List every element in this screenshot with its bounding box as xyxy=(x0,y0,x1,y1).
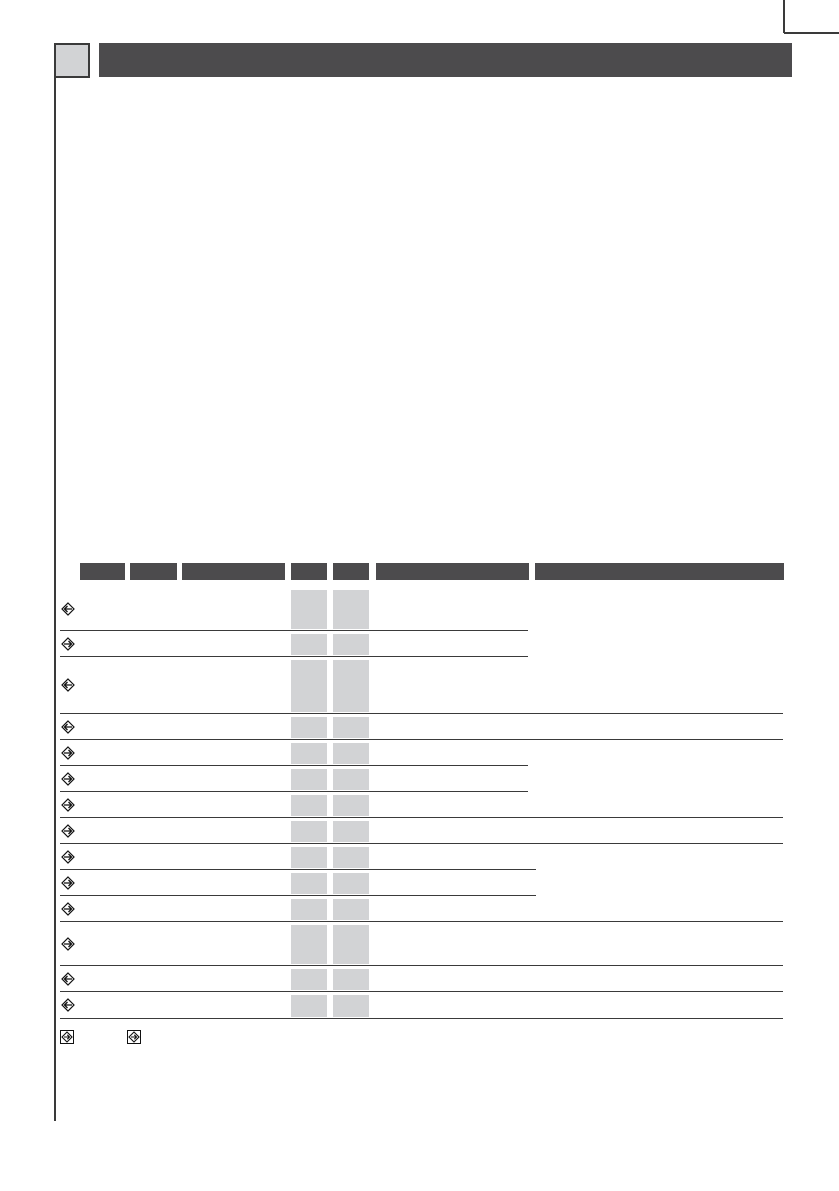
table-cell-shaded xyxy=(291,969,327,990)
table-row-rule xyxy=(60,656,528,657)
table-row-rule xyxy=(60,869,536,870)
arrow-right-diamond-boxed-icon xyxy=(127,1030,141,1044)
crop-mark-horizontal xyxy=(784,32,839,34)
table-row-rule xyxy=(60,991,783,992)
table-cell-shaded xyxy=(291,769,327,790)
table-row-rule xyxy=(60,1018,783,1019)
table-header-cell xyxy=(182,563,285,580)
arrow-right-diamond-icon xyxy=(61,798,75,812)
chapter-marker-box xyxy=(54,43,90,78)
table-header-cell xyxy=(130,563,177,580)
section-title-bar xyxy=(99,43,792,77)
table-cell-shaded xyxy=(291,899,327,920)
table-row-rule xyxy=(60,791,528,792)
arrow-left-diamond-icon xyxy=(61,602,75,616)
table-cell-shaded xyxy=(333,634,369,655)
table-cell-shaded xyxy=(333,925,369,964)
table-cell-shaded xyxy=(333,969,369,990)
table-row-rule xyxy=(60,765,528,766)
table-row-rule xyxy=(60,739,783,740)
table-header-cell xyxy=(376,563,529,580)
table-row-rule xyxy=(60,965,783,966)
table-cell-shaded xyxy=(333,899,369,920)
arrow-right-diamond-icon xyxy=(61,876,75,890)
arrow-left-diamond-icon xyxy=(61,678,75,692)
table-cell-shaded xyxy=(291,634,327,655)
table-cell-shaded xyxy=(333,743,369,764)
table-header-cell xyxy=(80,563,125,580)
table-cell-shaded xyxy=(333,660,369,712)
table-cell-shaded xyxy=(333,821,369,842)
table-row-rule xyxy=(60,817,783,818)
table-cell-shaded xyxy=(333,590,369,629)
arrow-right-diamond-icon xyxy=(61,824,75,838)
table-cell-shaded xyxy=(291,995,327,1017)
table-cell-shaded xyxy=(333,769,369,790)
table-cell-shaded xyxy=(291,795,327,816)
arrow-right-diamond-icon xyxy=(61,902,75,916)
table-cell-shaded xyxy=(333,795,369,816)
table-cell-shaded xyxy=(291,743,327,764)
table-cell-shaded xyxy=(291,821,327,842)
table-header-cell xyxy=(291,563,327,580)
table-row-rule xyxy=(60,843,783,844)
table-header-cell xyxy=(333,563,369,580)
arrow-left-diamond-icon xyxy=(61,972,75,986)
arrow-left-diamond-icon xyxy=(61,998,75,1012)
table-row-rule xyxy=(60,895,536,896)
table-row-rule xyxy=(60,713,783,714)
table-row-rule xyxy=(60,921,783,922)
table-header-cell xyxy=(535,563,784,580)
table-cell-shaded xyxy=(291,660,327,712)
table-cell-shaded xyxy=(333,873,369,894)
arrow-left-diamond-icon xyxy=(61,720,75,734)
table-cell-shaded xyxy=(333,995,369,1017)
table-cell-shaded xyxy=(291,847,327,868)
table-row-rule xyxy=(60,630,528,631)
table-cell-shaded xyxy=(291,717,327,738)
table-cell-shaded xyxy=(291,925,327,964)
crop-mark-vertical xyxy=(783,0,785,33)
arrow-right-diamond-icon xyxy=(61,637,75,651)
arrow-right-diamond-boxed-icon xyxy=(60,1030,74,1044)
arrow-right-diamond-icon xyxy=(61,746,75,760)
table-cell-shaded xyxy=(291,590,327,629)
table-cell-shaded xyxy=(291,873,327,894)
table-cell-shaded xyxy=(333,717,369,738)
arrow-right-diamond-icon xyxy=(61,772,75,786)
table-cell-shaded xyxy=(333,847,369,868)
arrow-right-diamond-icon xyxy=(61,937,75,951)
page-margin-rule xyxy=(54,78,56,1121)
arrow-right-diamond-icon xyxy=(61,850,75,864)
